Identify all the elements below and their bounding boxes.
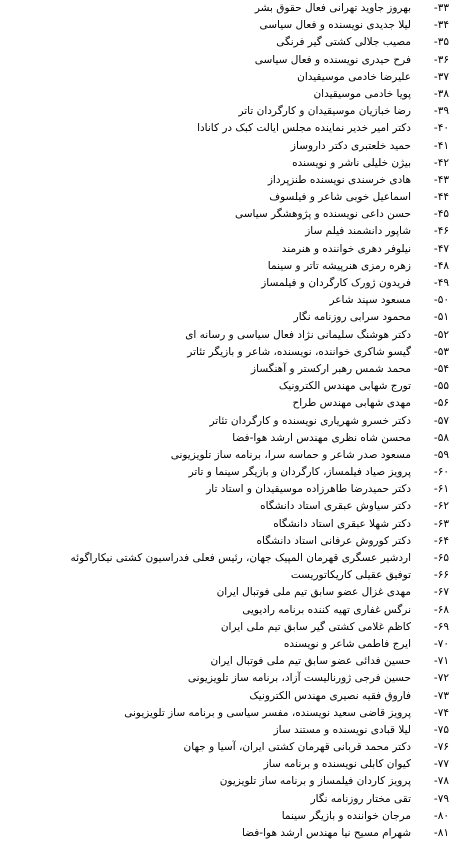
- item-text: مهدی غزال عضو سابق تیم ملی فوتبال ایران: [216, 586, 411, 599]
- item-number: ۴۵-: [433, 208, 449, 221]
- item-text: شهرام مسیح نیا مهندس ارشد هوا-فضا: [241, 827, 411, 839]
- item-number: ۳۸-: [433, 87, 449, 100]
- list-item: [0, 481, 451, 498]
- list-item: [0, 344, 451, 361]
- list-item: [0, 498, 451, 515]
- item-number: ۵۶-: [433, 397, 449, 410]
- item-number: ۵۵-: [433, 380, 449, 393]
- list-item: [0, 0, 451, 17]
- item-text: کاظم غلامی کشتی گیر سابق تیم ملی ایران: [220, 620, 411, 633]
- list-item: [0, 34, 451, 51]
- item-text: کیوان کابلی نویسنده و برنامه ساز: [263, 758, 411, 771]
- item-text: پرویز قاضی سعید نویسنده، مفسر سیاسی و برنامه ساز تلویزیونی: [124, 706, 411, 719]
- item-number: ۵۱-: [433, 311, 449, 324]
- item-number: ۳۷-: [433, 70, 449, 83]
- item-number: ۶۸-: [433, 603, 449, 616]
- item-text: فرح حیدری نویسنده و فعال سیاسی: [254, 53, 411, 66]
- list-item: [0, 567, 451, 584]
- list-item: [0, 138, 451, 155]
- item-number: ۸۱-: [433, 827, 449, 839]
- item-text: حمید خلعتبری دکتر داروساز: [290, 139, 411, 152]
- item-number: ۴۰-: [433, 122, 449, 135]
- item-number: ۸۰-: [433, 809, 449, 822]
- item-number: ۶۰-: [433, 466, 449, 479]
- item-number: ۷۰-: [433, 637, 449, 650]
- item-text: دکتر خسرو شهریاری نویسنده و کارگردان تئاتر: [209, 414, 411, 427]
- list-item: [0, 292, 451, 309]
- list-item: [0, 670, 451, 687]
- list-item: [0, 309, 451, 326]
- item-text: فریدون ژورک کارگردان و فیلمساز: [261, 277, 411, 289]
- item-text: محسن شاه نظری مهندس ارشد هوا-فضا: [232, 431, 411, 444]
- list-item: [0, 430, 451, 447]
- item-number: ۴۳-: [433, 173, 449, 186]
- item-text: دکتر شهلا عبقری استاد دانشگاه: [273, 517, 411, 530]
- item-text: ایرج فاطمی شاعر و نویسنده: [283, 637, 411, 650]
- list-item: [0, 705, 451, 722]
- list-item: [0, 447, 451, 464]
- item-number: ۴۶-: [433, 225, 449, 238]
- list-item: [0, 791, 451, 808]
- item-number: ۷۷-: [433, 758, 449, 771]
- item-number: ۶۲-: [433, 500, 449, 513]
- item-text: مرجان خواننده و بازیگر سینما: [281, 809, 411, 822]
- item-number: ۴۷-: [433, 242, 449, 255]
- item-text: پرویز صیاد فیلمساز، کارگردان و بازیگر سینما و تاتر: [188, 466, 411, 479]
- item-text: پویا خادمی موسیقیدان: [313, 87, 411, 100]
- item-text: رضا خبازیان موسیقیدان و کارگردان تاتر: [238, 105, 411, 118]
- item-text: دکتر کوروش عرفانی استاد دانشگاه: [256, 534, 411, 547]
- item-text: فاروق فقیه نصیری مهندس الکترونیک: [249, 689, 411, 702]
- item-number: ۴۸-: [433, 259, 449, 272]
- item-number: ۷۳-: [433, 689, 449, 702]
- item-text: نیلوفر دهری خواننده و هنرمند: [281, 242, 411, 255]
- item-text: دکتر محمد قربانی قهرمان کشتی ایران، آسیا و جهان: [183, 741, 411, 754]
- item-text: حسین فرجی ژورنالیست آزاد، برنامه ساز تلویزیونی: [187, 672, 411, 685]
- item-text: بیژن خلیلی ناشر و نویسنده: [292, 156, 411, 169]
- item-text: توفیق عقیلی کاریکاتوریست: [290, 569, 411, 582]
- item-number: ۵۲-: [433, 328, 449, 341]
- item-text: دکتر حمیدرضا طاهرزاده موسیقیدان و استاد تار: [206, 483, 411, 496]
- list-item: [0, 155, 451, 172]
- list-item: [0, 464, 451, 481]
- list-item: [0, 206, 451, 223]
- item-number: ۶۶-: [433, 569, 449, 582]
- item-number: ۵۳-: [433, 345, 449, 358]
- item-number: ۷۸-: [433, 775, 449, 788]
- item-number: ۵۸-: [433, 431, 449, 444]
- list-item: [0, 275, 451, 292]
- list-item: [0, 825, 451, 842]
- item-number: ۴۲-: [433, 156, 449, 169]
- item-number: ۶۴-: [433, 534, 449, 547]
- item-number: ۳۶-: [433, 53, 449, 66]
- item-text: مهدی شهابی مهندس طراح: [292, 397, 411, 410]
- item-number: ۴۱-: [433, 139, 449, 152]
- item-text: گیسو شاکری خواننده، نویسنده، شاعر و بازیگر تئاتر: [187, 345, 411, 358]
- list-item: [0, 533, 451, 550]
- list-item: [0, 584, 451, 601]
- item-text: علیرضا خادمی موسیقیدان: [297, 70, 411, 83]
- list-item: [0, 756, 451, 773]
- item-text: تقی مختار روزنامه نگار: [310, 792, 411, 805]
- list-item: [0, 653, 451, 670]
- list-item: [0, 602, 451, 619]
- item-number: ۷۱-: [433, 655, 449, 668]
- item-text: بهروز جاوید تهرانی فعال حقوق بشر: [254, 2, 411, 14]
- list-item: [0, 52, 451, 69]
- item-text: تورج شهابی مهندس الکترونیک: [278, 380, 411, 393]
- item-number: ۷۴-: [433, 706, 449, 719]
- item-text: مسعود سپند شاعر: [329, 294, 411, 307]
- list-item: [0, 378, 451, 395]
- list-item: [0, 172, 451, 189]
- item-text: شاپور دانشمند فیلم ساز: [305, 225, 411, 238]
- list-item: [0, 223, 451, 240]
- item-text: مسعود صدر شاعر و حماسه سرا، برنامه ساز تلویزیونی: [170, 448, 411, 461]
- item-number: ۴۹-: [433, 277, 449, 289]
- item-number: ۵۰-: [433, 294, 449, 307]
- item-number: ۵۹-: [433, 448, 449, 461]
- item-text: حسین فدائی عضو سابق تیم ملی فوتبال ایران: [210, 655, 411, 668]
- item-text: پرویز کاردان فیلمساز و برنامه ساز تلویزیون: [219, 775, 411, 788]
- list-item: [0, 808, 451, 825]
- list-item: [0, 688, 451, 705]
- item-text: دکتر سیاوش عبقری استاد دانشگاه: [260, 500, 411, 513]
- item-text: دکتر امیر خدیر نماینده مجلس ایالت کبک در کانادا: [197, 122, 411, 135]
- item-text: نرگس غفاری تهیه کننده برنامه رادیویی: [242, 603, 411, 616]
- item-text: اسماعیل خوبی شاعر و فیلسوف: [269, 191, 411, 204]
- item-text: زهره رمزی هنرپیشه تاتر و سینما: [267, 259, 411, 272]
- list-item: [0, 258, 451, 275]
- list-item: [0, 120, 451, 137]
- item-number: ۷۶-: [433, 741, 449, 754]
- list-item: [0, 722, 451, 739]
- item-number: ۷۵-: [433, 723, 449, 736]
- item-number: ۶۱-: [433, 483, 449, 496]
- item-text: محمود سرابی روزنامه نگار: [293, 311, 411, 324]
- item-number: ۷۲-: [433, 672, 449, 685]
- list-item: [0, 17, 451, 34]
- list-item: [0, 619, 451, 636]
- item-text: حسن داعی نویسنده و پژوهشگر سیاسی: [234, 208, 411, 221]
- item-text: مصیب جلالی کشتی گیر فرنگی: [276, 36, 411, 49]
- list-item: [0, 636, 451, 653]
- item-text: لیلا قبادی نویسنده و مستند ساز: [273, 723, 411, 736]
- list-item: [0, 773, 451, 790]
- item-number: ۶۵-: [433, 552, 449, 564]
- item-number: ۷۹-: [433, 792, 449, 805]
- list-item: [0, 550, 451, 567]
- item-number: ۳۵-: [433, 36, 449, 49]
- list-item: [0, 103, 451, 120]
- item-number: ۵۴-: [433, 362, 449, 375]
- item-number: ۵۷-: [433, 414, 449, 427]
- list-item: [0, 413, 451, 430]
- item-text: محمد شمس رهبر ارکستر و آهنگساز: [251, 362, 411, 375]
- item-number: ۴۴-: [433, 191, 449, 204]
- list-item: [0, 516, 451, 533]
- list-item: [0, 395, 451, 412]
- list-item: [0, 69, 451, 86]
- item-text: هادی خرسندی نویسنده طنزپرداز: [267, 173, 411, 186]
- list-item: [0, 361, 451, 378]
- list-item: [0, 86, 451, 103]
- item-text: دکتر هوشنگ سلیمانی نژاد فعال سیاسی و رسانه ای: [185, 328, 411, 341]
- item-number: ۳۹-: [433, 105, 449, 118]
- item-text: لیلا جدیدی نویسنده و فعال سیاسی: [259, 19, 411, 32]
- list-item: [0, 189, 451, 206]
- item-text: اردشیر عسگری قهرمان المپیک جهان، رئیس فعلی فدراسیون کشتی نیکاراگوئه: [70, 552, 411, 564]
- list-item: [0, 327, 451, 344]
- item-number: ۳۳-: [433, 2, 449, 14]
- item-number: ۶۷-: [433, 586, 449, 599]
- item-number: ۳۴-: [433, 19, 449, 32]
- list-item: [0, 739, 451, 756]
- item-number: ۶۳-: [433, 517, 449, 530]
- list-item: [0, 241, 451, 258]
- item-number: ۶۹-: [433, 620, 449, 633]
